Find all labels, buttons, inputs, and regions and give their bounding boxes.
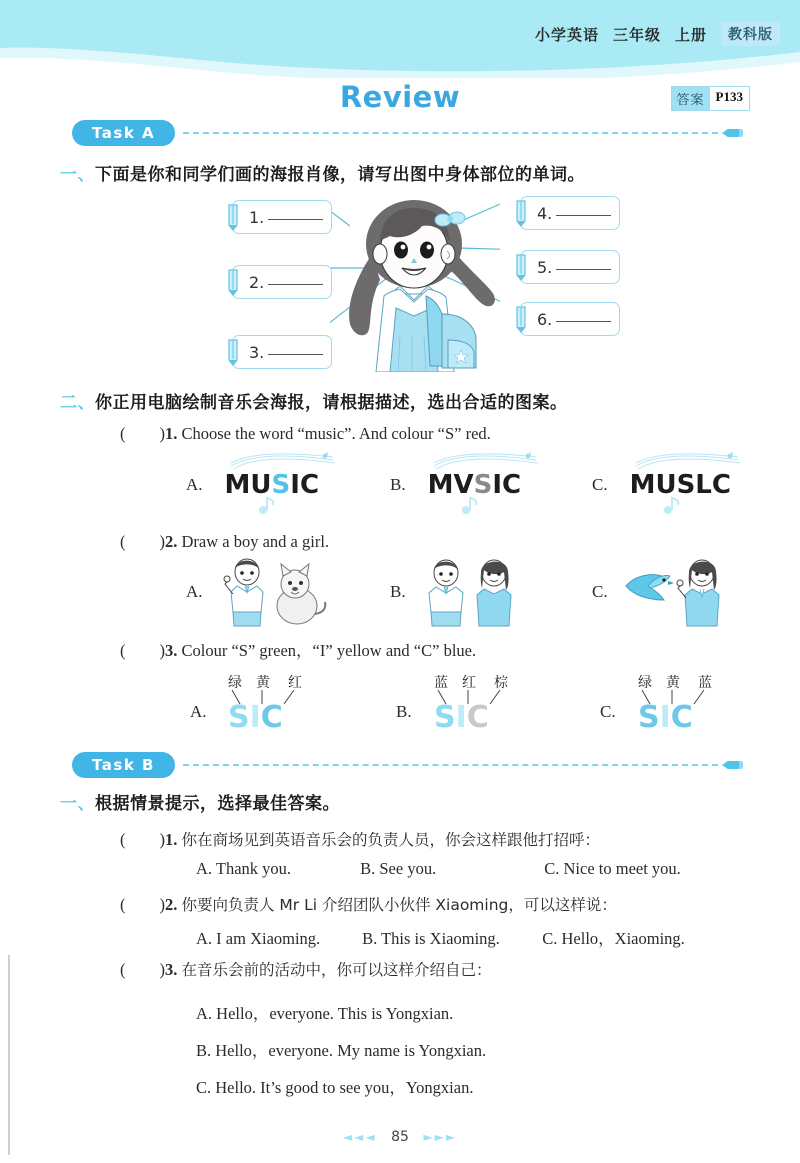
answer-paren-close: ) bbox=[159, 532, 165, 551]
a2-q2-prompt: Draw a boy and a girl. bbox=[181, 532, 330, 551]
blank-line[interactable] bbox=[556, 269, 611, 270]
exercise-b1-number: 一、 bbox=[60, 794, 95, 814]
color-label-3: 棕 bbox=[494, 675, 508, 691]
pencil-icon bbox=[224, 268, 244, 296]
option-label-c: C. bbox=[592, 475, 608, 494]
a2-q2-option-a[interactable] bbox=[186, 556, 335, 628]
b1-q1-option-a[interactable]: A. Thank you. bbox=[196, 859, 292, 878]
a2-q1-option-a[interactable] bbox=[186, 470, 319, 500]
footer-left-arrows: ◄◄◄ bbox=[342, 1130, 377, 1144]
blank-line[interactable] bbox=[268, 354, 323, 355]
blank-line[interactable] bbox=[268, 284, 323, 285]
header-subject: 小学英语 bbox=[534, 25, 599, 44]
page-title: Review bbox=[339, 80, 461, 114]
blank-box-1[interactable] bbox=[232, 200, 332, 234]
b1-q1-prompt: 你在商场见到英语音乐会的负责人员，你会这样跟他打招呼： bbox=[181, 831, 601, 849]
task-b-dash bbox=[183, 764, 718, 766]
option-label-a: A. bbox=[186, 582, 203, 601]
b1-question-3 bbox=[120, 958, 492, 980]
answer-paren-open[interactable]: ( bbox=[120, 830, 126, 849]
a2-q1-option-b[interactable] bbox=[390, 470, 521, 500]
header-volume: 上册 bbox=[674, 25, 707, 44]
task-b-header bbox=[72, 752, 744, 778]
pencil-icon bbox=[224, 203, 244, 231]
music-note-icon bbox=[257, 496, 283, 516]
b1-q3-option-a[interactable]: A. Hello，everyone. This is Yongxian. bbox=[196, 1004, 454, 1023]
option-word-b: MVSIC bbox=[427, 470, 522, 500]
option-word-c: SIC bbox=[638, 700, 693, 735]
blank-number: 2. bbox=[249, 272, 265, 292]
b1-q1-option-b[interactable]: B. See you. bbox=[360, 859, 437, 878]
blank-line[interactable] bbox=[556, 321, 611, 322]
page-number: 85 bbox=[391, 1129, 409, 1145]
option-label-b: B. bbox=[390, 475, 406, 494]
a2-q1-number: 1. bbox=[165, 424, 178, 443]
color-label-1: 绿 bbox=[638, 675, 652, 691]
answer-paren-close: ) bbox=[159, 895, 165, 914]
exercise-a2-number: 二、 bbox=[60, 393, 95, 413]
blank-number: 4. bbox=[537, 203, 553, 223]
option-label-b: B. bbox=[390, 582, 406, 601]
a2-q2-number: 2. bbox=[165, 532, 178, 551]
pencil-icon bbox=[512, 305, 532, 333]
pencil-icon bbox=[512, 199, 532, 227]
answer-reference-label: 答案 bbox=[672, 87, 710, 110]
color-label-1: 绿 bbox=[228, 675, 242, 691]
a2-question-1 bbox=[120, 424, 491, 444]
color-label-3: 蓝 bbox=[698, 675, 712, 691]
a2-q1-prompt: Choose the word “music”. And colour “S” red. bbox=[181, 424, 491, 443]
blank-number: 3. bbox=[249, 342, 265, 362]
exercise-a1-number: 一、 bbox=[60, 165, 95, 185]
b1-q3-option-b[interactable]: B. Hello，everyone. My name is Yongxian. bbox=[196, 1041, 487, 1060]
color-label-1: 蓝 bbox=[434, 675, 448, 691]
task-a-dash bbox=[183, 132, 718, 134]
music-note-icon bbox=[662, 496, 688, 516]
boy-and-dog-icon bbox=[215, 556, 335, 628]
blank-number: 6. bbox=[537, 309, 553, 329]
exercise-a2-heading bbox=[60, 388, 568, 413]
task-a-header bbox=[72, 120, 744, 146]
b1-question-1 bbox=[120, 828, 600, 850]
exercise-a1-text: 下面是你和同学们画的海报肖像，请写出图中身体部位的单词。 bbox=[95, 165, 585, 185]
option-word-c: MUSLC bbox=[629, 470, 731, 500]
answer-paren-close: ) bbox=[159, 641, 165, 660]
b1-q3-prompt: 在音乐会前的活动中，你可以这样介绍自己： bbox=[181, 961, 492, 979]
bird-and-girl-icon bbox=[620, 556, 732, 628]
blank-box-2[interactable] bbox=[232, 265, 332, 299]
a2-q3-number: 3. bbox=[165, 641, 178, 660]
a2-q2-option-c[interactable] bbox=[592, 556, 732, 628]
blank-box-5[interactable] bbox=[520, 250, 620, 284]
color-label-2: 黄 bbox=[256, 675, 270, 691]
a2-question-3 bbox=[120, 637, 476, 661]
answer-paren-open[interactable]: ( bbox=[120, 895, 126, 914]
a2-q1-option-c[interactable] bbox=[592, 470, 731, 500]
left-margin-rule bbox=[8, 955, 10, 1155]
b1-q1-option-c[interactable]: C. Nice to meet you. bbox=[544, 859, 681, 878]
a2-question-2 bbox=[120, 532, 329, 552]
b1-q2-option-a[interactable]: A. I am Xiaoming. bbox=[196, 929, 321, 948]
header-grade: 三年级 bbox=[612, 25, 661, 44]
color-label-3: 红 bbox=[288, 675, 302, 691]
option-label-a: A. bbox=[186, 475, 203, 494]
answer-paren-open[interactable]: ( bbox=[120, 424, 126, 443]
a2-q3-prompt: Colour “S” green，“I” yellow and “C” blue. bbox=[181, 641, 477, 660]
option-label-a: A. bbox=[190, 702, 207, 721]
color-label-2: 黄 bbox=[666, 675, 680, 691]
task-a-pill: Task A bbox=[72, 120, 175, 146]
b1-q2-prompt: 你要向负责人 Mr Li 介绍团队小伙伴 Xiaoming，可以这样说： bbox=[181, 896, 617, 914]
blank-number: 1. bbox=[249, 207, 265, 227]
header-meta bbox=[535, 22, 780, 46]
answer-reference-page: P133 bbox=[710, 87, 749, 110]
a2-q3-option-c[interactable] bbox=[600, 672, 750, 737]
a2-q3-option-a[interactable] bbox=[190, 672, 340, 737]
exercise-a2-text: 你正用电脑绘制音乐会海报，请根据描述，选出合适的图案。 bbox=[95, 393, 568, 413]
boy-and-girl-icon bbox=[418, 556, 530, 628]
b1-q2-option-c[interactable]: C. Hello，Xiaoming. bbox=[542, 929, 685, 948]
answer-paren-open[interactable]: ( bbox=[120, 641, 126, 660]
option-word-a: SIC bbox=[228, 700, 283, 735]
option-label-c: C. bbox=[592, 582, 608, 601]
answer-paren-close: ) bbox=[159, 424, 165, 443]
pencil-icon bbox=[512, 253, 532, 281]
blank-line[interactable] bbox=[556, 215, 611, 216]
answer-paren-close: ) bbox=[159, 960, 165, 979]
blank-number: 5. bbox=[537, 257, 553, 277]
blank-box-6[interactable] bbox=[520, 302, 620, 336]
music-staff-icon bbox=[634, 452, 744, 470]
b1-q1-number: 1. bbox=[165, 830, 178, 849]
girl-illustration bbox=[330, 196, 500, 377]
b1-q1-options bbox=[196, 859, 681, 879]
option-word-a: MUSIC bbox=[224, 470, 320, 500]
option-word-b: SIC bbox=[434, 700, 489, 735]
music-note-icon bbox=[460, 496, 486, 516]
b1-question-2 bbox=[120, 893, 617, 915]
page-footer bbox=[0, 1129, 800, 1145]
a2-q2-option-b[interactable] bbox=[390, 556, 530, 628]
b1-q2-option-b[interactable]: B. This is Xiaoming. bbox=[362, 929, 500, 948]
answer-paren-open[interactable]: ( bbox=[120, 960, 126, 979]
answer-paren-close: ) bbox=[159, 830, 165, 849]
color-label-2: 红 bbox=[462, 675, 476, 691]
answer-reference bbox=[671, 86, 750, 111]
a2-q3-option-b[interactable] bbox=[396, 672, 546, 737]
option-label-b: B. bbox=[396, 702, 412, 721]
task-b-pill: Task B bbox=[72, 752, 175, 778]
publisher-badge: 教科版 bbox=[721, 22, 780, 46]
footer-right-arrows: ►►► bbox=[423, 1130, 458, 1144]
pencil-icon bbox=[722, 760, 744, 770]
b1-q2-options bbox=[196, 925, 685, 949]
header-band bbox=[0, 0, 800, 78]
blank-box-4[interactable] bbox=[520, 196, 620, 230]
blank-box-3[interactable] bbox=[232, 335, 332, 369]
blank-line[interactable] bbox=[268, 219, 323, 220]
option-label-c: C. bbox=[600, 702, 616, 721]
b1-q2-number: 2. bbox=[165, 895, 178, 914]
music-staff-icon bbox=[432, 452, 542, 470]
b1-q3-option-c[interactable]: C. Hello. It’s good to see you，Yongxian. bbox=[196, 1078, 474, 1097]
pencil-icon bbox=[722, 128, 744, 138]
b1-q3-number: 3. bbox=[165, 960, 178, 979]
exercise-a1-heading bbox=[60, 160, 585, 185]
exercise-b1-heading bbox=[60, 789, 340, 814]
exercise-b1-text: 根据情景提示，选择最佳答案。 bbox=[95, 794, 340, 814]
music-staff-icon bbox=[229, 452, 339, 470]
answer-paren-open[interactable]: ( bbox=[120, 532, 126, 551]
pencil-icon bbox=[224, 338, 244, 366]
